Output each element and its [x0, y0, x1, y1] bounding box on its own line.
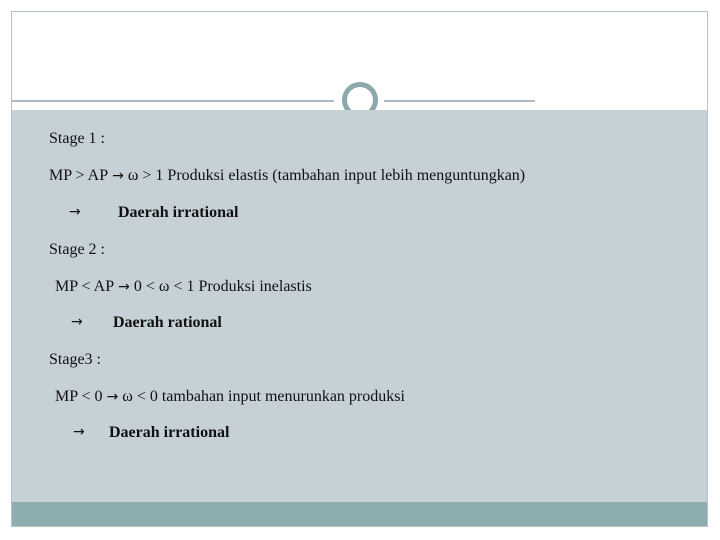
stage-3-relation	[55, 387, 405, 407]
stage-1-relation-left: MP > AP	[49, 167, 109, 184]
header-divider-right	[384, 100, 535, 102]
stage-2-result: Daerah rational	[113, 314, 222, 331]
stage-2-heading: Stage 2 :	[49, 241, 105, 258]
right-arrow-icon: →	[112, 168, 124, 184]
stage-3-heading: Stage3 :	[49, 351, 101, 368]
stage-2-relation-left: MP < AP	[55, 278, 115, 295]
stage-3-relation-left: MP < 0	[55, 388, 103, 405]
stage-3-result: Daerah irrational	[109, 424, 230, 441]
right-arrow-icon: →	[71, 314, 83, 330]
right-arrow-icon: →	[69, 204, 81, 220]
right-arrow-icon: →	[106, 389, 119, 405]
stage-3-relation-right: ω < 0 tambahan input menurunkan produksi	[122, 388, 405, 405]
stage-2-relation-right: 0 < ω < 1 Produksi inelastis	[133, 278, 312, 295]
header-divider-left	[12, 100, 334, 102]
stage-1-relation-right: ω > 1 Produksi elastis (tambahan input lebih menguntungkan)	[127, 167, 526, 184]
slide-footer-band	[12, 502, 707, 527]
stage-1-result: Daerah irrational	[118, 204, 239, 221]
right-arrow-icon: →	[118, 279, 130, 295]
stage-1-heading: Stage 1 :	[49, 130, 105, 147]
right-arrow-icon: →	[73, 424, 85, 440]
stage-1-relation	[49, 166, 525, 186]
stage-2-relation	[55, 277, 312, 297]
slide	[11, 11, 708, 527]
